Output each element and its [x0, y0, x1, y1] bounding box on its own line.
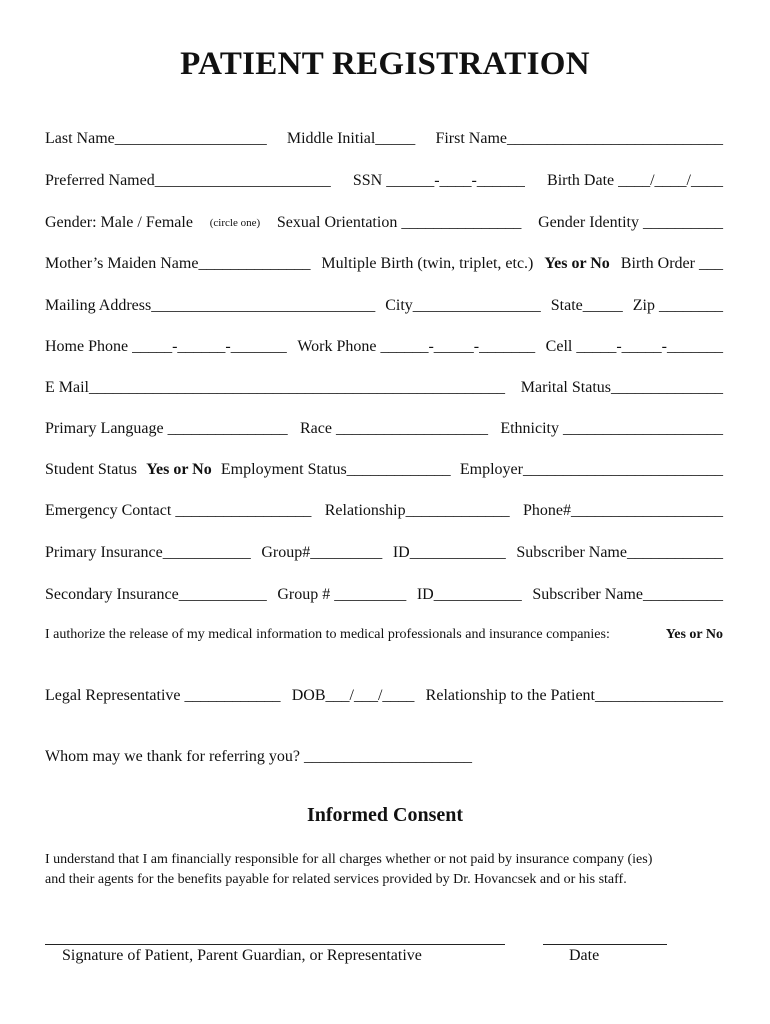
marital-status-field[interactable]: Marital Status______________	[520, 379, 723, 396]
language-row	[45, 418, 723, 440]
secondary-insurance-field[interactable]: Secondary Insurance___________	[45, 586, 267, 603]
secondary-insurance-row	[45, 584, 723, 606]
patient-signature-line[interactable]	[45, 944, 505, 945]
employer-field[interactable]: Employer_________________________	[459, 461, 723, 478]
emergency-contact-field[interactable]: Emergency Contact _________________	[45, 502, 312, 519]
multiple-birth-label: Multiple Birth (twin, triplet, etc.)	[321, 255, 534, 272]
mailing-address-field[interactable]: Mailing Address____________________________	[45, 297, 376, 314]
home-phone-field[interactable]: Home Phone _____-______-_______	[45, 338, 287, 355]
emergency-relationship-field[interactable]: Relationship_____________	[324, 502, 510, 519]
primary-language-field[interactable]: Primary Language _______________	[45, 420, 288, 437]
legal-representative-field[interactable]: Legal Representative ____________	[45, 687, 281, 704]
gender-row	[45, 212, 723, 234]
student-status-label: Student Status	[45, 461, 138, 478]
representative-dob-field[interactable]: DOB___/___/____	[291, 687, 415, 704]
email-row	[45, 377, 723, 399]
first-name-field[interactable]: First Name___________________________	[435, 130, 723, 147]
legal-representative-row	[45, 685, 723, 707]
zip-field[interactable]: Zip ________	[632, 297, 723, 314]
phone-row	[45, 336, 723, 358]
state-field[interactable]: State_____	[550, 297, 623, 314]
multiple-birth-yes-no[interactable]: Yes or No	[544, 255, 610, 272]
gender-identity-field[interactable]: Gender Identity __________	[538, 214, 723, 231]
circle-one-note: (circle one)	[209, 217, 261, 229]
preferred-name-field[interactable]: Preferred Named______________________	[45, 172, 331, 189]
race-field[interactable]: Race ___________________	[299, 420, 488, 437]
date-label: Date	[569, 947, 600, 964]
primary-group-field[interactable]: Group#_________	[261, 544, 383, 561]
ssn-field[interactable]: SSN ______-____-______	[352, 172, 525, 189]
middle-initial-field[interactable]: Middle Initial_____	[286, 130, 416, 147]
date-signature-line[interactable]	[543, 944, 667, 945]
referral-row	[45, 746, 723, 768]
city-field[interactable]: City________________	[385, 297, 541, 314]
consent-line-2: and their agents for the benefits payable for related services provided by Dr. Hovancsek and or his staff.	[45, 872, 627, 887]
secondary-group-field[interactable]: Group # _________	[277, 586, 407, 603]
student-status-yes-no[interactable]: Yes or No	[146, 461, 212, 478]
sexual-orientation-field[interactable]: Sexual Orientation _______________	[276, 214, 522, 231]
consent-paragraph	[45, 850, 735, 890]
email-field[interactable]: E Mail____________________________________________________	[45, 379, 505, 396]
last-name-field[interactable]: Last Name___________________	[45, 130, 267, 147]
maiden-name-row	[45, 253, 723, 275]
primary-subscriber-field[interactable]: Subscriber Name____________	[516, 544, 723, 561]
informed-consent-heading: Informed Consent	[306, 804, 464, 826]
name-row	[45, 128, 723, 150]
secondary-subscriber-field[interactable]: Subscriber Name__________	[532, 586, 723, 603]
work-phone-field[interactable]: Work Phone ______-_____-_______	[297, 338, 536, 355]
referral-field[interactable]: Whom may we thank for referring you? _____________________	[45, 748, 473, 765]
authorization-yes-no[interactable]: Yes or No	[665, 627, 723, 642]
consent-line-1: I understand that I am financially responsible for all charges whether or not paid by insurance company (ies)	[45, 852, 653, 867]
cell-phone-field[interactable]: Cell _____-_____-_______	[545, 338, 723, 355]
emergency-phone-field[interactable]: Phone#___________________	[523, 502, 723, 519]
authorization-text: I authorize the release of my medical information to medical professionals and insurance companies:	[45, 627, 610, 642]
primary-insurance-row	[45, 542, 723, 564]
gender-field[interactable]: Gender: Male / Female	[45, 214, 193, 231]
authorization-row	[45, 624, 723, 646]
address-row	[45, 295, 723, 317]
patient-signature-label: Signature of Patient, Parent Guardian, or Representative	[62, 947, 422, 964]
identity-row	[45, 170, 723, 192]
employment-row	[45, 459, 723, 481]
page-title: PATIENT REGISTRATION	[180, 46, 590, 82]
birth-date-field[interactable]: Birth Date ____/____/____	[547, 172, 723, 189]
ethnicity-field[interactable]: Ethnicity ____________________	[500, 420, 723, 437]
primary-id-field[interactable]: ID____________	[392, 544, 506, 561]
employment-status-field[interactable]: Employment Status_____________	[220, 461, 451, 478]
primary-insurance-field[interactable]: Primary Insurance___________	[45, 544, 251, 561]
relationship-to-patient-field[interactable]: Relationship to the Patient________________	[425, 687, 723, 704]
maiden-name-field[interactable]: Mother’s Maiden Name______________	[45, 255, 311, 272]
secondary-id-field[interactable]: ID___________	[416, 586, 522, 603]
birth-order-field[interactable]: Birth Order ___	[620, 255, 723, 272]
emergency-row	[45, 500, 723, 522]
